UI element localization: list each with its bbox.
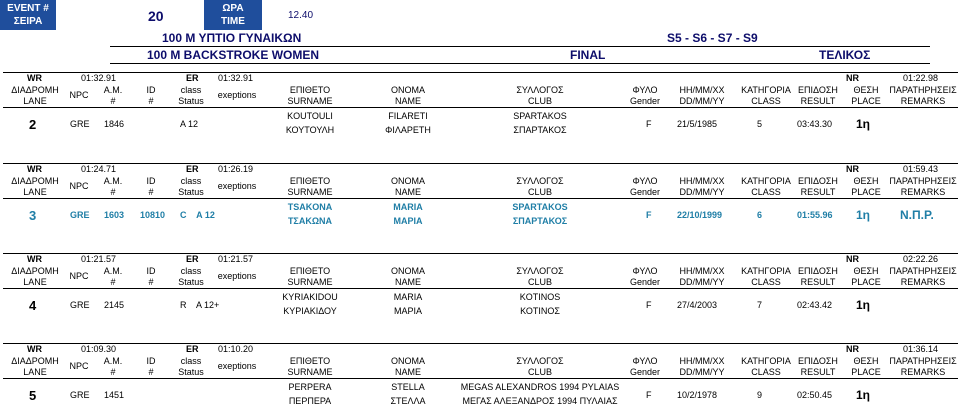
wr-value: 01:21.57 xyxy=(81,254,117,264)
time-label-gr: ΩΡΑ xyxy=(222,3,244,14)
col-club-en: CLUB xyxy=(527,367,552,377)
remarks-value: Ν.Π.Ρ. xyxy=(900,208,934,222)
lane-number: 5 xyxy=(29,388,37,403)
header-underline xyxy=(3,288,958,289)
name-gr: ΣΤΕΛΛΑ xyxy=(390,396,426,406)
col-gender-gr: ΦΥΛΟ xyxy=(632,356,658,366)
col-dob-en: DD/MM/YY xyxy=(679,367,725,377)
col-name-en: NAME xyxy=(394,187,421,197)
col-am-en: # xyxy=(110,367,116,377)
name-en: MARIA xyxy=(393,202,423,212)
col-gender-en: Gender xyxy=(629,187,661,197)
col-name-en: NAME xyxy=(394,96,421,106)
col-remarks-en: REMARKS xyxy=(900,277,946,287)
col-exeptions: exeptions xyxy=(217,271,257,281)
col-npc: NPC xyxy=(69,271,89,281)
header-underline xyxy=(3,378,958,379)
name-en: STELLA xyxy=(391,382,425,392)
col-surname-gr: ΕΠΙΘΕΤΟ xyxy=(289,176,331,186)
col-name-gr: ΟΝΟΜΑ xyxy=(390,266,425,276)
col-remarks-en: REMARKS xyxy=(900,96,946,106)
col-category-en: CLASS xyxy=(751,96,781,106)
col-place-en: PLACE xyxy=(851,187,881,197)
place-value: 1η xyxy=(856,208,871,222)
col-club-en: CLUB xyxy=(527,96,552,106)
col-result-gr: ΕΠΙΔΟΣΗ xyxy=(798,266,838,276)
place-value: 1η xyxy=(856,117,871,131)
col-place-en: PLACE xyxy=(851,277,881,287)
am-value: 2145 xyxy=(104,300,125,310)
name-en: MARIA xyxy=(393,292,423,302)
dob-value: 22/10/1999 xyxy=(677,210,723,220)
col-lane-en: LANE xyxy=(23,367,47,377)
col-gender-en: Gender xyxy=(629,367,661,377)
surname-en: KOUTOULI xyxy=(287,111,333,121)
title-greek: 100 Μ ΥΠΤΙΟ ΓΥΝΑΙΚΩΝ xyxy=(162,31,302,45)
wr-value: 01:24.71 xyxy=(81,164,117,174)
final-english: FINAL xyxy=(570,48,606,62)
surname-en: TSAKONA xyxy=(287,202,333,212)
col-id-en: # xyxy=(148,367,154,377)
col-category-gr: ΚΑΤΗΓΟΡΙΑ xyxy=(741,85,791,95)
col-remarks-gr: ΠΑΡΑΤΗΡΗΣΕΙΣ xyxy=(889,85,957,95)
col-surname-gr: ΕΠΙΘΕΤΟ xyxy=(289,85,331,95)
col-place-en: PLACE xyxy=(851,96,881,106)
col-am-gr: Α.Μ. xyxy=(103,266,123,276)
col-exeptions: exeptions xyxy=(217,181,257,191)
col-place-gr: ΘΕΣΗ xyxy=(853,266,879,276)
block-top-line xyxy=(3,163,958,164)
col-name-en: NAME xyxy=(394,277,421,287)
col-gender-gr: ΦΥΛΟ xyxy=(632,85,658,95)
er-value: 01:21.57 xyxy=(218,254,254,264)
col-id-gr: ID xyxy=(146,356,156,366)
result-value: 03:43.30 xyxy=(797,119,833,129)
col-am-en: # xyxy=(110,277,116,287)
name-gr: ΜΑΡΙΑ xyxy=(393,216,423,226)
place-value: 1η xyxy=(856,388,871,402)
col-result-gr: ΕΠΙΔΟΣΗ xyxy=(798,176,838,186)
wr-label: WR xyxy=(27,164,42,174)
surname-en: KYRIAKIDOU xyxy=(282,292,338,302)
col-club-gr: ΣΥΛΛΟΓΟΣ xyxy=(516,85,564,95)
col-surname-en: SURNAME xyxy=(287,187,333,197)
dob-value: 10/2/1978 xyxy=(677,390,718,400)
col-gender-en: Gender xyxy=(629,277,661,287)
col-dob-gr: ΗΗ/ΜΜ/ΧΧ xyxy=(679,85,725,95)
wr-value: 01:09.30 xyxy=(81,344,117,354)
npc-value: GRE xyxy=(70,210,90,220)
col-remarks-gr: ΠΑΡΑΤΗΡΗΣΕΙΣ xyxy=(889,266,957,276)
name-gr: ΜΑΡΙΑ xyxy=(393,306,422,316)
col-surname-en: SURNAME xyxy=(287,367,333,377)
col-result-en: RESULT xyxy=(800,367,836,377)
gender-value: F xyxy=(646,300,652,310)
col-surname-gr: ΕΠΙΘΕΤΟ xyxy=(289,266,331,276)
col-class-gr: class xyxy=(180,85,202,95)
time-value: 12.40 xyxy=(288,10,314,21)
er-label: ER xyxy=(186,73,199,83)
wr-value: 01:32.91 xyxy=(81,73,117,83)
time-label-en: TIME xyxy=(221,16,245,27)
category-value: 7 xyxy=(757,300,763,310)
col-am-en: # xyxy=(110,187,116,197)
col-class-en: Status xyxy=(178,367,204,377)
col-am-gr: Α.Μ. xyxy=(103,356,123,366)
nr-value: 01:22.98 xyxy=(903,73,939,83)
col-place-gr: ΘΕΣΗ xyxy=(853,85,879,95)
col-lane-gr: ΔΙΑΔΡΟΜΗ xyxy=(11,356,59,366)
col-remarks-en: REMARKS xyxy=(900,187,946,197)
col-id-en: # xyxy=(148,96,154,106)
club-gr: ΣΠΑΡΤΑΚΟΣ xyxy=(512,216,568,226)
am-value: 1846 xyxy=(104,119,125,129)
col-id-gr: ID xyxy=(146,176,156,186)
event-label: EVENT # xyxy=(7,3,49,14)
club-en: KOTINOS xyxy=(519,292,561,302)
col-place-gr: ΘΕΣΗ xyxy=(853,356,879,366)
col-place-en: PLACE xyxy=(851,367,881,377)
col-category-en: CLASS xyxy=(751,367,781,377)
club-gr: ΣΠΑΡΤΑΚΟΣ xyxy=(513,125,567,135)
surname-gr: ΚΥΡΙΑΚΙΔΟΥ xyxy=(283,306,337,316)
event-number: 20 xyxy=(148,8,164,24)
result-value: 02:50.45 xyxy=(797,390,833,400)
header-divider-1 xyxy=(110,46,930,47)
col-npc: NPC xyxy=(69,90,89,100)
wr-label: WR xyxy=(27,254,42,264)
col-club-gr: ΣΥΛΛΟΓΟΣ xyxy=(516,176,564,186)
am-value: 1451 xyxy=(104,390,125,400)
dob-value: 21/5/1985 xyxy=(677,119,718,129)
col-category-gr: ΚΑΤΗΓΟΡΙΑ xyxy=(741,176,791,186)
er-label: ER xyxy=(186,344,199,354)
lane-number: 2 xyxy=(29,117,37,132)
col-am-gr: Α.Μ. xyxy=(103,85,123,95)
category-value: 9 xyxy=(757,390,763,400)
col-gender-en: Gender xyxy=(629,96,661,106)
col-remarks-en: REMARKS xyxy=(900,367,946,377)
npc-value: GRE xyxy=(70,300,90,310)
col-remarks-gr: ΠΑΡΑΤΗΡΗΣΕΙΣ xyxy=(889,176,957,186)
header-underline xyxy=(3,198,958,199)
col-npc: NPC xyxy=(69,181,89,191)
club-gr: ΜΕΓΑΣ ΑΛΕΞΑΝΔΡΟΣ 1994 ΠΥΛΑΙΑΣ xyxy=(462,396,618,406)
nr-value: 01:36.14 xyxy=(903,344,939,354)
class-status-value: A 12 xyxy=(180,119,199,129)
col-class-en: Status xyxy=(178,187,204,197)
col-class-gr: class xyxy=(180,266,202,276)
col-dob-gr: ΗΗ/ΜΜ/ΧΧ xyxy=(679,356,725,366)
lane-number: 3 xyxy=(29,208,37,223)
er-value: 01:10.20 xyxy=(218,344,254,354)
npc-value: GRE xyxy=(70,390,90,400)
header-divider-2 xyxy=(110,63,930,64)
col-club-gr: ΣΥΛΛΟΓΟΣ xyxy=(516,266,564,276)
surname-en: PERPERA xyxy=(288,382,332,392)
col-name-gr: ΟΝΟΜΑ xyxy=(390,85,425,95)
time-label-cell xyxy=(204,0,262,30)
block-top-line xyxy=(3,253,958,254)
gender-value: F xyxy=(646,210,652,220)
col-exeptions: exeptions xyxy=(217,90,257,100)
col-category-gr: ΚΑΤΗΓΟΡΙΑ xyxy=(741,266,791,276)
class-list: S5 - S6 - S7 - S9 xyxy=(667,31,758,45)
col-lane-gr: ΔΙΑΔΡΟΜΗ xyxy=(11,176,59,186)
nr-value: 02:22.26 xyxy=(903,254,939,264)
class-status-value: R A 12+ xyxy=(180,300,220,310)
name-gr: ΦΙΛΑΡΕΤΗ xyxy=(385,125,431,135)
col-exeptions: exeptions xyxy=(217,361,257,371)
result-value: 02:43.42 xyxy=(797,300,833,310)
col-class-en: Status xyxy=(178,96,204,106)
col-id-gr: ID xyxy=(146,85,156,95)
club-en: SPARTAKOS xyxy=(512,202,568,212)
name-en: FILARETI xyxy=(388,111,428,121)
id-value: 10810 xyxy=(140,210,166,220)
npc-value: GRE xyxy=(70,119,90,129)
col-dob-gr: ΗΗ/ΜΜ/ΧΧ xyxy=(679,266,725,276)
surname-gr: ΠΕΡΠΕΡΑ xyxy=(288,396,332,406)
col-club-en: CLUB xyxy=(527,187,552,197)
col-gender-gr: ΦΥΛΟ xyxy=(632,266,658,276)
col-surname-en: SURNAME xyxy=(287,277,333,287)
club-gr: ΚΟΤΙΝΟΣ xyxy=(520,306,560,316)
col-lane-gr: ΔΙΑΔΡΟΜΗ xyxy=(11,266,59,276)
nr-label: NR xyxy=(846,344,859,354)
col-lane-gr: ΔΙΑΔΡΟΜΗ xyxy=(11,85,59,95)
col-name-en: NAME xyxy=(394,367,421,377)
nr-label: NR xyxy=(846,254,859,264)
col-name-gr: ΟΝΟΜΑ xyxy=(390,176,425,186)
col-lane-en: LANE xyxy=(23,277,47,287)
col-result-en: RESULT xyxy=(800,96,836,106)
col-remarks-gr: ΠΑΡΑΤΗΡΗΣΕΙΣ xyxy=(889,356,957,366)
lane-number: 4 xyxy=(29,298,37,313)
er-value: 01:26.19 xyxy=(218,164,254,174)
col-result-gr: ΕΠΙΔΟΣΗ xyxy=(798,356,838,366)
col-club-en: CLUB xyxy=(527,277,552,287)
category-value: 5 xyxy=(757,119,763,129)
col-category-gr: ΚΑΤΗΓΟΡΙΑ xyxy=(741,356,791,366)
result-value: 01:55.96 xyxy=(797,210,833,220)
col-result-en: RESULT xyxy=(800,187,836,197)
club-en: SPARTAKOS xyxy=(513,111,567,121)
col-dob-en: DD/MM/YY xyxy=(679,96,725,106)
col-lane-en: LANE xyxy=(23,96,47,106)
col-gender-gr: ΦΥΛΟ xyxy=(632,176,658,186)
gender-value: F xyxy=(646,390,652,400)
col-id-gr: ID xyxy=(146,266,156,276)
col-surname-en: SURNAME xyxy=(287,96,333,106)
col-club-gr: ΣΥΛΛΟΓΟΣ xyxy=(516,356,564,366)
nr-label: NR xyxy=(846,164,859,174)
event-label-cell xyxy=(0,0,56,30)
wr-label: WR xyxy=(27,73,42,83)
col-am-gr: Α.Μ. xyxy=(103,176,123,186)
er-label: ER xyxy=(186,254,199,264)
block-top-line xyxy=(3,72,958,73)
nr-label: NR xyxy=(846,73,859,83)
col-result-gr: ΕΠΙΔΟΣΗ xyxy=(798,85,838,95)
col-class-gr: class xyxy=(180,176,202,186)
am-value: 1603 xyxy=(104,210,125,220)
er-value: 01:32.91 xyxy=(218,73,254,83)
place-value: 1η xyxy=(856,298,871,312)
gender-value: F xyxy=(646,119,652,129)
col-am-en: # xyxy=(110,96,116,106)
title-english: 100 M BACKSTROKE WOMEN xyxy=(147,48,320,62)
col-place-gr: ΘΕΣΗ xyxy=(853,176,879,186)
series-label: ΣΕΙΡΑ xyxy=(13,16,43,27)
final-greek: ΤΕΛΙΚΟΣ xyxy=(819,48,871,62)
col-dob-gr: ΗΗ/ΜΜ/ΧΧ xyxy=(679,176,725,186)
club-en: MEGAS ALEXANDROS 1994 PYLAIAS xyxy=(460,382,620,392)
er-label: ER xyxy=(186,164,199,174)
col-surname-gr: ΕΠΙΘΕΤΟ xyxy=(289,356,331,366)
col-id-en: # xyxy=(148,187,154,197)
block-top-line xyxy=(3,343,958,344)
class-status-value: C A 12 xyxy=(180,210,215,220)
col-dob-en: DD/MM/YY xyxy=(679,277,725,287)
col-name-gr: ΟΝΟΜΑ xyxy=(390,356,425,366)
surname-gr: ΤΣΑΚΩΝΑ xyxy=(287,216,333,226)
nr-value: 01:59.43 xyxy=(903,164,939,174)
dob-value: 27/4/2003 xyxy=(677,300,718,310)
category-value: 6 xyxy=(757,210,763,220)
col-class-gr: class xyxy=(180,356,202,366)
surname-gr: ΚΟΥΤΟΥΛΗ xyxy=(285,125,335,135)
col-class-en: Status xyxy=(178,277,204,287)
col-result-en: RESULT xyxy=(800,277,836,287)
col-category-en: CLASS xyxy=(751,187,781,197)
col-category-en: CLASS xyxy=(751,277,781,287)
col-dob-en: DD/MM/YY xyxy=(679,187,725,197)
col-id-en: # xyxy=(148,277,154,287)
col-npc: NPC xyxy=(69,361,89,371)
col-lane-en: LANE xyxy=(23,187,47,197)
header-underline xyxy=(3,107,958,108)
wr-label: WR xyxy=(27,344,42,354)
